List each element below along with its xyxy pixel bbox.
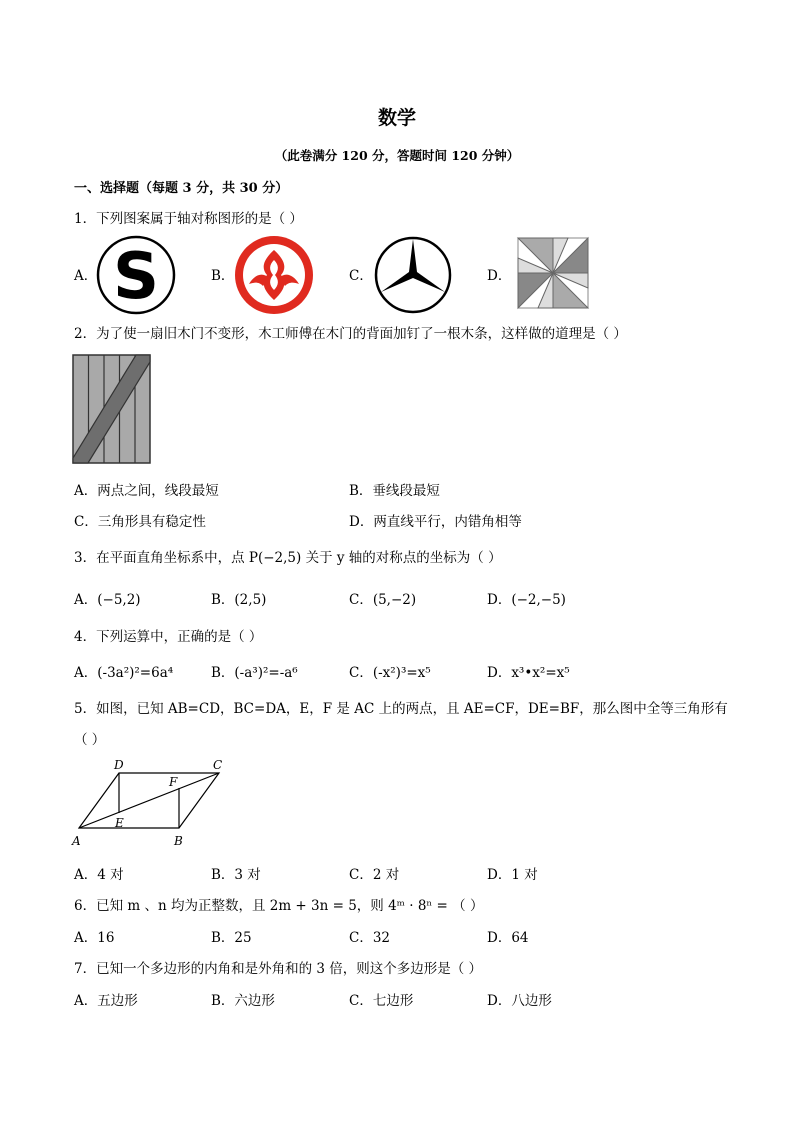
q6-option-c: C．32	[349, 930, 391, 946]
exam-info: （此卷满分 120 分，答题时间 120 分钟）	[274, 148, 520, 163]
logo-letter-s: S	[112, 240, 160, 314]
s-letter-logo	[95, 234, 177, 316]
q2-option-c: C．三角形具有稳定性	[74, 514, 206, 530]
q2-option-d: D．两直线平行，内错角相等	[349, 514, 522, 530]
question-3-stem: 3．在平面直角坐标系中，点 P(−2,5) 关于 y 轴的对称点的坐标为（ ）	[74, 550, 502, 566]
page-title: 数学	[377, 107, 416, 129]
section-heading: 一、选择题（每题 3 分，共 30 分）	[74, 181, 289, 196]
q3-option-d: D．(−2,−5)	[487, 592, 566, 608]
wooden-door-figure	[72, 354, 152, 466]
red-swirl-logo	[233, 234, 315, 316]
q5-option-c: C．2 对	[349, 867, 400, 883]
q5-option-b: B．3 对	[211, 867, 261, 883]
q7-option-a: A．五边形	[74, 993, 138, 1009]
q3-option-b: B．(2,5)	[211, 592, 267, 608]
q5-option-a: A．4 对	[74, 867, 124, 883]
q1-option-b-label: B．	[211, 268, 235, 284]
label-e: E	[115, 816, 124, 830]
label-a: A	[72, 834, 81, 848]
question-7-stem: 7．已知一个多边形的内角和是外角和的 3 倍，则这个多边形是（ ）	[74, 961, 483, 977]
q3-option-c: C．(5,−2)	[349, 592, 417, 608]
three-point-star-logo	[372, 234, 454, 316]
pinwheel-figure	[518, 238, 590, 310]
question-4-stem: 4．下列运算中，正确的是（ ）	[74, 629, 263, 645]
q7-option-b: B．六边形	[211, 993, 275, 1009]
question-1-stem: 1．下列图案属于轴对称图形的是（ ）	[74, 211, 303, 227]
question-6-stem: 6．已知 m 、n 均为正整数，且 2m + 3n = 5，则 4ᵐ · 8ⁿ = （ ）	[74, 898, 484, 914]
q7-option-d: D．八边形	[487, 993, 552, 1009]
q1-option-a-label: A．	[74, 268, 98, 284]
label-b: B	[174, 834, 183, 848]
q3-option-a: A．(−5,2)	[74, 592, 141, 608]
question-5-stem-line2: （ ）	[74, 732, 106, 748]
q4-option-a: A．(-3a²)²=6a⁴	[74, 665, 174, 681]
q6-option-a: A．16	[74, 930, 115, 946]
q4-option-d: D．x³•x²=x⁵	[487, 665, 570, 681]
q2-option-b: B．垂线段最短	[349, 483, 440, 499]
q1-option-d-label: D．	[487, 268, 512, 284]
label-c: C	[213, 758, 223, 772]
q4-option-b: B．(-a³)²=-a⁶	[211, 665, 298, 681]
question-5-stem-line1: 5．如图，已知 AB=CD，BC=DA，E，F 是 AC 上的两点，且 AE=CF，DE=BF，那么图中全等三角形有	[74, 701, 728, 717]
label-d: D	[114, 758, 124, 772]
parallelogram-figure	[70, 756, 240, 852]
q7-option-c: C．七边形	[349, 993, 414, 1009]
q6-option-b: B．25	[211, 930, 252, 946]
q4-option-c: C．(-x²)³=x⁵	[349, 665, 431, 681]
q5-option-d: D．1 对	[487, 867, 538, 883]
q1-option-c-label: C．	[349, 268, 373, 284]
label-f: F	[169, 775, 178, 789]
q6-option-d: D．64	[487, 930, 529, 946]
q2-option-a: A．两点之间，线段最短	[74, 483, 219, 499]
question-2-stem: 2．为了使一扇旧木门不变形，木工师傅在木门的背面加钉了一根木条，这样做的道理是（ ）	[74, 326, 627, 342]
